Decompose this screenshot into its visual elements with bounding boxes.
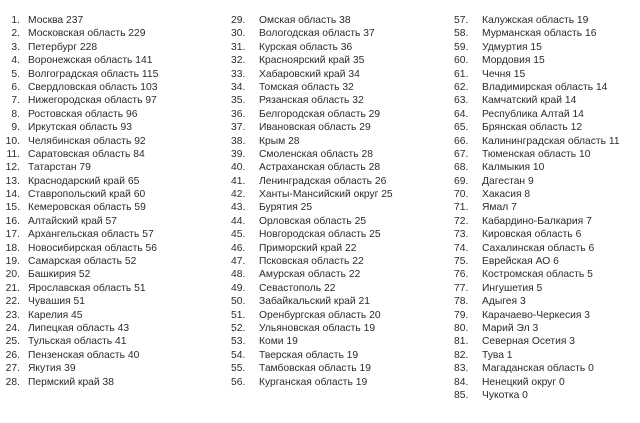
list-item-number: 82.	[454, 349, 469, 361]
list-item-label: Чувашия 51	[28, 296, 85, 308]
list-item-number: 9.	[11, 122, 20, 134]
list-item	[231, 54, 393, 67]
list-item-number: 45.	[231, 229, 246, 241]
list-item	[4, 268, 158, 281]
list-item-label: Башкирия 52	[28, 269, 91, 281]
list-item	[4, 121, 158, 134]
list-item-label: Москва 237	[28, 15, 84, 26]
list-item	[454, 389, 620, 402]
list-item-number: 51.	[231, 309, 246, 321]
list-item-label: Краснодарский край 65	[28, 175, 140, 187]
list-item-label: Новгородская область 25	[259, 229, 381, 241]
list-item	[4, 54, 158, 67]
list-item-number: 22.	[5, 296, 20, 308]
list-item-number: 52.	[231, 322, 246, 334]
list-item	[454, 94, 620, 107]
list-item-number: 84.	[454, 376, 469, 388]
list-item-number: 42.	[231, 189, 246, 201]
list-item-label: Адыгея 3	[482, 296, 526, 308]
list-item-number: 3.	[11, 41, 20, 53]
list-item-number: 29.	[231, 15, 246, 26]
list-item-label: Владимирская область 14	[482, 81, 608, 93]
list-item	[4, 309, 158, 322]
list-item-label: Свердловская область 103	[28, 81, 158, 93]
list-item	[4, 14, 158, 27]
list-item	[454, 68, 620, 81]
list-item-label: Крым 28	[259, 135, 300, 147]
list-item	[454, 322, 620, 335]
list-item	[4, 68, 158, 81]
list-item-label: Северная Осетия 3	[482, 336, 575, 348]
list-item-number: 23.	[5, 309, 20, 321]
list-item-number: 76.	[454, 269, 469, 281]
list-item-label: Челябинская область 92	[28, 135, 146, 147]
list-item-label: Тамбовская область 19	[259, 363, 371, 375]
list-item-label: Пермский край 38	[28, 376, 114, 388]
list-item-number: 79.	[454, 309, 469, 321]
list-item-label: Саратовская область 84	[28, 148, 145, 160]
list-item-number: 70.	[454, 189, 469, 201]
list-item	[454, 148, 620, 161]
list-item	[4, 228, 158, 241]
list-item-label: Оренбургская область 20	[259, 309, 381, 321]
list-item-label: Бурятия 25	[259, 202, 313, 214]
list-item-number: 62.	[454, 81, 469, 93]
list-item	[454, 81, 620, 94]
list-item-number: 40.	[231, 162, 246, 174]
list-item-label: Якутия 39	[28, 363, 76, 375]
list-item-number: 41.	[231, 175, 246, 187]
list-item-number: 46.	[231, 242, 246, 254]
ranking-column-3	[454, 14, 620, 402]
list-item-label: Липецкая область 43	[28, 322, 130, 334]
list-item-number: 11.	[6, 148, 20, 160]
list-item-label: Чечня 15	[482, 68, 526, 80]
list-item	[454, 41, 620, 54]
list-item	[231, 349, 393, 362]
list-item-number: 71.	[454, 202, 469, 214]
list-item-number: 61.	[454, 68, 469, 80]
list-item-number: 14.	[5, 189, 20, 201]
list-item-label: Тюменская область 10	[482, 148, 591, 160]
list-item	[454, 335, 620, 348]
list-item	[231, 335, 393, 348]
list-item	[4, 201, 158, 214]
list-item	[454, 188, 620, 201]
list-item-number: 54.	[231, 349, 246, 361]
list-item-label: Карачаево-Черкесия 3	[482, 309, 591, 321]
list-item-number: 57.	[454, 15, 469, 26]
list-item	[454, 376, 620, 389]
list-item	[231, 161, 393, 174]
list-item	[4, 362, 158, 375]
list-item-label: Ханты-Мансийский округ 25	[259, 189, 393, 201]
list-item-label: Кировская область 6	[482, 229, 582, 241]
list-item-number: 39.	[231, 148, 246, 160]
list-item-label: Ивановская область 29	[259, 122, 371, 134]
list-item-number: 26.	[5, 349, 20, 361]
list-item	[4, 161, 158, 174]
list-item-number: 59.	[454, 41, 469, 53]
list-item-label: Астраханская область 28	[259, 162, 381, 174]
list-item-label: Воронежская область 141	[28, 55, 153, 67]
list-item-number: 4.	[11, 55, 20, 67]
list-item	[454, 215, 620, 228]
list-item	[4, 81, 158, 94]
list-item-label: Ростовская область 96	[28, 108, 138, 120]
list-item	[231, 94, 393, 107]
list-item-number: 28.	[5, 376, 20, 388]
list-item	[454, 135, 620, 148]
list-item-label: Волгоградская область 115	[28, 68, 159, 80]
list-item	[454, 175, 620, 188]
list-item	[4, 148, 158, 161]
list-item-number: 85.	[454, 389, 469, 401]
list-item-label: Ярославская область 51	[28, 282, 146, 294]
list-item-label: Тверская область 19	[259, 349, 359, 361]
list-item-label: Ненецкий округ 0	[482, 376, 565, 388]
list-item-number: 32.	[231, 55, 246, 67]
list-item-label: Иркутская область 93	[28, 122, 132, 134]
list-item-label: Тульская область 41	[28, 336, 127, 348]
list-item-label: Тува 1	[482, 349, 513, 361]
list-item-number: 38.	[231, 135, 246, 147]
list-item-number: 10.	[5, 135, 20, 147]
list-item-number: 65.	[454, 122, 469, 134]
list-item	[231, 255, 393, 268]
list-item-label: Алтайский край 57	[28, 215, 117, 227]
list-item-label: Петербург 228	[28, 41, 98, 53]
list-item	[4, 215, 158, 228]
list-item-number: 73.	[454, 229, 469, 241]
list-item	[454, 255, 620, 268]
list-item	[454, 309, 620, 322]
list-item-number: 36.	[231, 108, 246, 120]
list-item-label: Хабаровский край 34	[259, 68, 360, 80]
list-item-number: 5.	[11, 68, 20, 80]
list-item	[4, 108, 158, 121]
list-item-label: Севастополь 22	[259, 282, 336, 294]
list-item-number: 81.	[454, 336, 469, 348]
list-item-number: 69.	[454, 175, 469, 187]
list-item-label: Мордовия 15	[482, 55, 545, 67]
list-item-label: Ямал 7	[482, 202, 517, 214]
list-item	[231, 148, 393, 161]
list-item-number: 15.	[5, 202, 20, 214]
list-item-number: 77.	[454, 282, 469, 294]
list-item	[4, 175, 158, 188]
list-item	[231, 215, 393, 228]
list-item-label: Калмыкия 10	[482, 162, 545, 174]
list-item-label: Магаданская область 0	[482, 363, 594, 375]
list-item-number: 63.	[454, 95, 469, 107]
list-item-label: Брянская область 12	[482, 122, 583, 134]
list-item	[231, 362, 393, 375]
list-item-label: Ингушетия 5	[482, 282, 543, 294]
list-item	[231, 201, 393, 214]
list-item	[4, 335, 158, 348]
list-item-label: Мурманская область 16	[482, 28, 597, 40]
list-item-number: 66.	[454, 135, 469, 147]
list-item-label: Кемеровская область 59	[28, 202, 146, 214]
list-item-label: Архангельская область 57	[28, 229, 154, 241]
list-item-number: 64.	[454, 108, 469, 120]
list-item-number: 74.	[454, 242, 469, 254]
list-item-number: 12.	[5, 162, 20, 174]
list-item	[231, 228, 393, 241]
list-item-number: 6.	[11, 81, 20, 93]
list-item-label: Томская область 32	[259, 81, 354, 93]
list-item	[4, 349, 158, 362]
list-item	[4, 282, 158, 295]
list-item-number: 1.	[11, 15, 20, 26]
list-item-label: Курская область 36	[259, 41, 353, 53]
list-item-number: 31.	[231, 41, 246, 53]
list-item-label: Псковская область 22	[259, 256, 364, 268]
list-item	[4, 255, 158, 268]
list-item-number: 50.	[231, 296, 246, 308]
list-item-label: Амурская область 22	[259, 269, 361, 281]
list-item	[231, 188, 393, 201]
list-item-label: Нижегородская область 97	[28, 95, 157, 107]
list-item-label: Новосибирская область 56	[28, 242, 158, 254]
list-item	[454, 108, 620, 121]
list-item-label: Омская область 38	[259, 15, 351, 26]
list-item	[231, 81, 393, 94]
list-item	[231, 295, 393, 308]
list-item-label: Смоленская область 28	[259, 148, 373, 160]
list-item-label: Рязанская область 32	[259, 95, 364, 107]
list-item-label: Еврейская АО 6	[482, 256, 559, 268]
list-item	[231, 175, 393, 188]
list-item-number: 34.	[231, 81, 246, 93]
list-item-label: Дагестан 9	[482, 175, 534, 187]
list-item-number: 2.	[11, 28, 20, 40]
list-item-number: 83.	[454, 363, 469, 375]
list-item	[231, 322, 393, 335]
list-item	[454, 27, 620, 40]
list-item-label: Татарстан 79	[28, 162, 91, 174]
list-item	[454, 282, 620, 295]
list-item-number: 13.	[5, 175, 20, 187]
list-item	[231, 309, 393, 322]
list-item-number: 72.	[454, 215, 469, 227]
list-item	[231, 68, 393, 81]
list-item	[231, 121, 393, 134]
list-item	[231, 135, 393, 148]
list-item	[454, 242, 620, 255]
list-item	[231, 14, 393, 27]
list-item-number: 19.	[5, 256, 20, 268]
list-item	[454, 295, 620, 308]
list-item-number: 78.	[454, 296, 469, 308]
list-item-number: 47.	[231, 256, 246, 268]
list-item-number: 21.	[5, 282, 20, 294]
list-item-number: 49.	[231, 282, 246, 294]
list-item-label: Пензенская область 40	[28, 349, 140, 361]
list-item-number: 18.	[5, 242, 20, 254]
list-item-label: Вологодская область 37	[259, 28, 375, 40]
list-item	[4, 295, 158, 308]
list-item-number: 53.	[231, 336, 246, 348]
list-item	[4, 242, 158, 255]
list-item	[4, 41, 158, 54]
list-item-label: Ставропольский край 60	[28, 189, 146, 201]
list-item-label: Орловская область 25	[259, 215, 367, 227]
list-item	[231, 41, 393, 54]
list-item	[231, 376, 393, 389]
list-item-label: Московская область 229	[28, 28, 146, 40]
list-item	[4, 322, 158, 335]
list-item	[4, 188, 158, 201]
list-item-label: Калужская область 19	[482, 15, 589, 26]
list-item-number: 68.	[454, 162, 469, 174]
list-item-number: 56.	[231, 376, 246, 388]
list-item	[454, 161, 620, 174]
list-item-number: 33.	[231, 68, 246, 80]
list-item-label: Ленинградская область 26	[259, 175, 387, 187]
list-item-label: Калининградская область 11	[482, 135, 620, 147]
list-item-label: Костромская область 5	[482, 269, 593, 281]
list-item-number: 58.	[454, 28, 469, 40]
list-item-label: Красноярский край 35	[259, 55, 365, 67]
list-item-number: 24.	[5, 322, 20, 334]
list-item	[454, 54, 620, 67]
list-item-number: 8.	[11, 108, 20, 120]
list-item-label: Сахалинская область 6	[482, 242, 595, 254]
list-item	[231, 282, 393, 295]
list-item-label: Карелия 45	[28, 309, 83, 321]
list-item	[454, 349, 620, 362]
list-item-label: Камчатский край 14	[482, 95, 577, 107]
list-item	[454, 14, 620, 27]
list-item-number: 27.	[5, 363, 20, 375]
list-item-label: Ульяновская область 19	[259, 322, 376, 334]
list-item	[231, 108, 393, 121]
list-item-number: 35.	[231, 95, 246, 107]
list-item-number: 16.	[5, 215, 20, 227]
list-item-number: 20.	[5, 269, 20, 281]
list-item	[454, 362, 620, 375]
list-item-label: Кабардино-Балкария 7	[482, 215, 592, 227]
list-item-label: Курганская область 19	[259, 376, 368, 388]
list-item-number: 44.	[231, 215, 246, 227]
list-item-number: 25.	[5, 336, 20, 348]
list-item	[454, 121, 620, 134]
list-item-label: Приморский край 22	[259, 242, 357, 254]
ranking-column-1	[4, 14, 158, 389]
list-item-label: Удмуртия 15	[482, 41, 542, 53]
list-item	[4, 27, 158, 40]
list-item-number: 30.	[231, 28, 246, 40]
list-item-number: 48.	[231, 269, 246, 281]
list-item-label: Чукотка 0	[482, 389, 528, 401]
list-item	[231, 268, 393, 281]
list-item-number: 37.	[231, 122, 246, 134]
list-item-label: Республика Алтай 14	[482, 108, 584, 120]
list-item	[231, 27, 393, 40]
list-item-number: 80.	[454, 322, 469, 334]
list-item	[454, 228, 620, 241]
list-item-number: 7.	[11, 95, 20, 107]
list-item-number: 55.	[231, 363, 246, 375]
list-item	[231, 242, 393, 255]
list-item-number: 60.	[454, 55, 469, 67]
list-item-label: Белгородская область 29	[259, 108, 381, 120]
ranking-column-2	[231, 14, 393, 389]
list-item-number: 75.	[454, 256, 469, 268]
list-item-label: Коми 19	[259, 336, 298, 348]
list-item	[4, 135, 158, 148]
list-item-number: 43.	[231, 202, 246, 214]
list-item-label: Марий Эл 3	[482, 322, 539, 334]
list-item	[454, 268, 620, 281]
list-item-label: Хакасия 8	[482, 189, 531, 201]
list-item	[4, 94, 158, 107]
list-item-label: Забайкальский край 21	[259, 296, 370, 308]
list-item-number: 17.	[5, 229, 20, 241]
list-item-label: Самарская область 52	[28, 256, 137, 268]
list-item-number: 67.	[454, 148, 469, 160]
list-item	[454, 201, 620, 214]
list-item	[4, 376, 158, 389]
